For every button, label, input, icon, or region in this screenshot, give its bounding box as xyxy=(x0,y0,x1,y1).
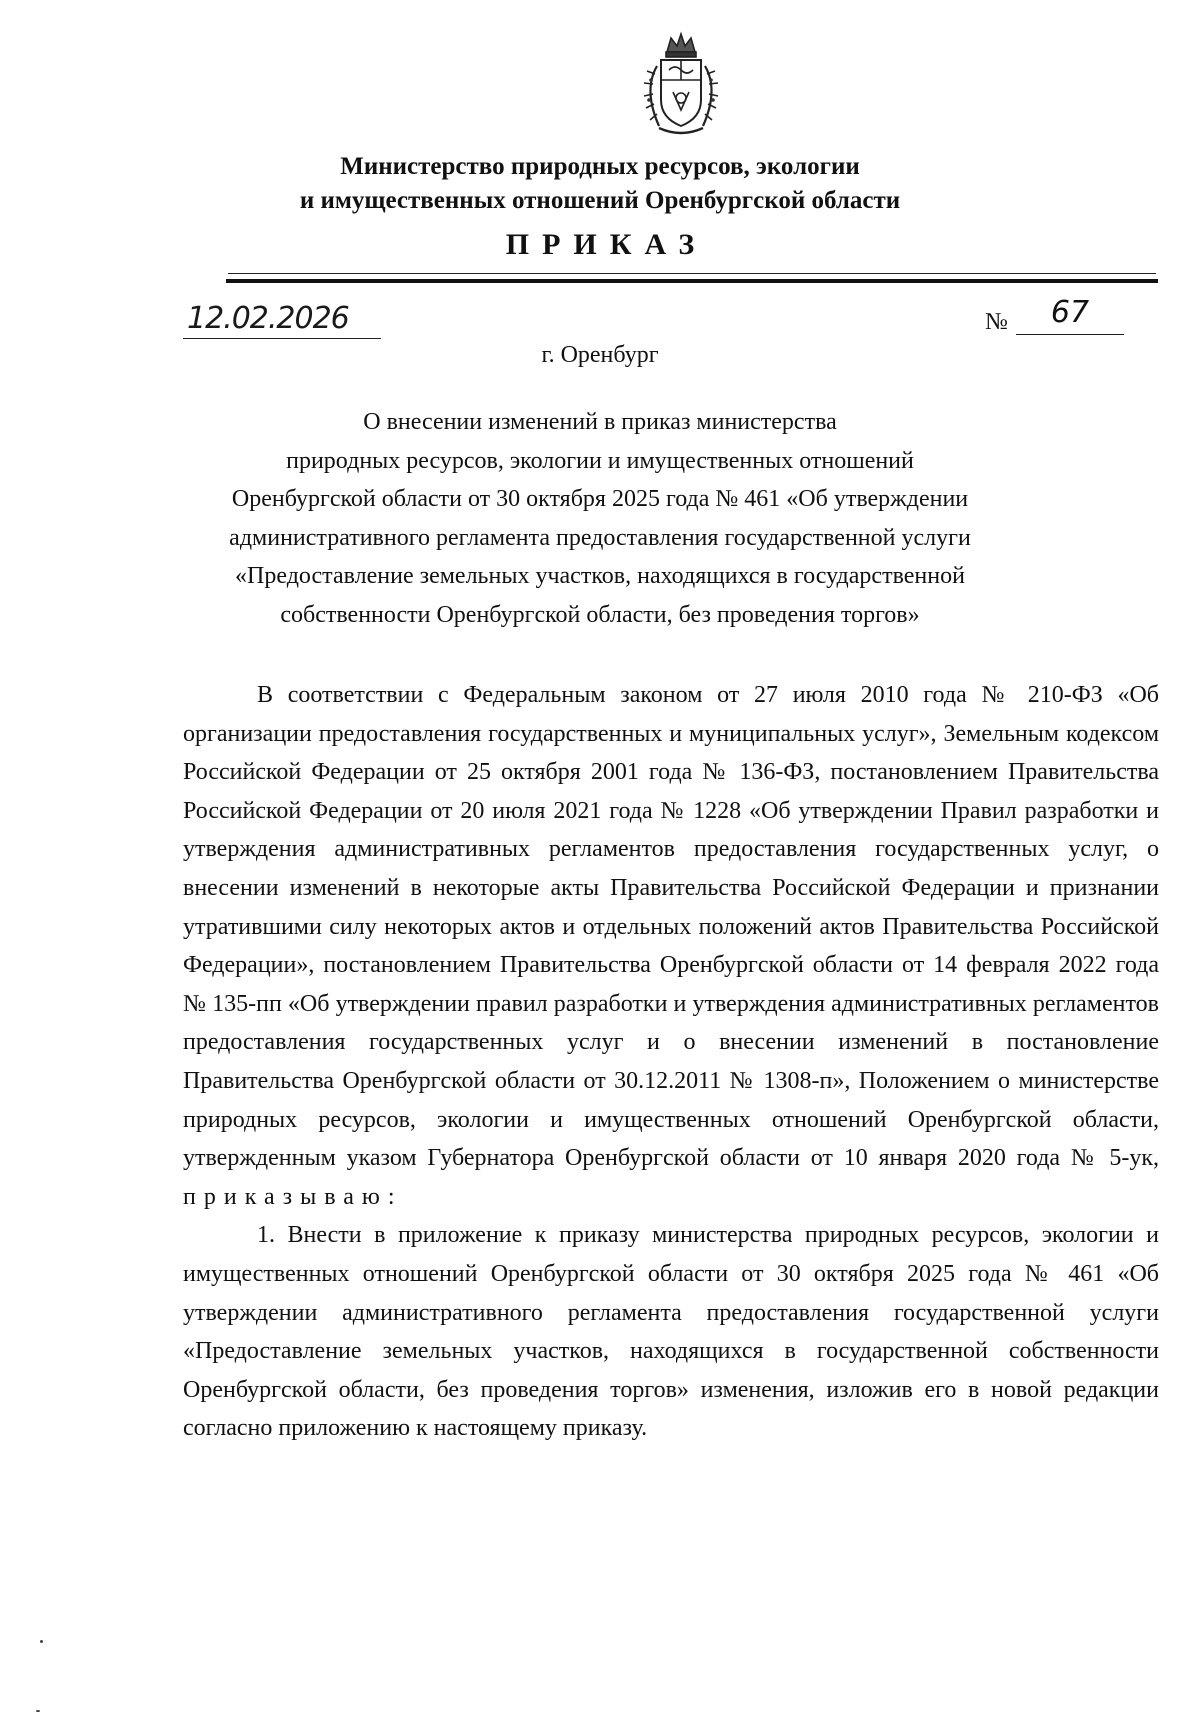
subject-line: Оренбургской области от 30 октября 2025 года № 461 «Об утверждении xyxy=(231,486,969,513)
subject-line: «Предоставление земельных участков, находящихся в государственной xyxy=(235,563,965,590)
city: г. Оренбург xyxy=(541,342,659,368)
order-number-label: № xyxy=(985,309,1008,335)
preamble-text: В соответствии с Федеральным законом от 27 июля 2010 года № 210-ФЗ «Об организации предоставления государственных и муниципальных услуг», Земельным кодексом Российской Федерации от 25 октября 2001 года № 136-ФЗ, постановлением Правительства Российской Федерации от 20 июля 2021 года № 1228 «Об утверждении Правил разработки и утверждения административных регламентов предоставления государственных услуг, о внесении изменений в некоторые акты Правительства Российской Федерации и признании утратившими силу некоторых актов и отдельных положений актов Правительства Российской Федерации», постановлением Правительства Оренбургской области от 14 февраля 2022 года № 135-пп «Об утверждении правил разработки и утверждения административных регламентов предоставления государственных услуг и о внесении изменений в постановление Правительства Оренбургской области от 30.12.2011 № 1308-п», Положением о министерстве природных ресурсов, экологии и имущественных отношений Оренбургской области, утвержденным указом Губернатора Оренбургской области от 10 января 2020 года № 5-ук, xyxy=(183,682,1159,1172)
ministry-line-2: и имущественных отношений Оренбургской области xyxy=(299,187,901,214)
document-type: ПРИКАЗ xyxy=(505,228,708,261)
order-word: приказываю: xyxy=(183,1183,403,1210)
order-subject xyxy=(0,403,1200,635)
scan-artifact xyxy=(40,1640,43,1643)
subject-line: природных ресурсов, экологии и имущественных отношений xyxy=(286,447,914,474)
subject-line: административного регламента предоставления государственной услуги xyxy=(229,524,971,551)
order-number: 67 xyxy=(1016,292,1124,335)
preamble-paragraph xyxy=(183,676,1159,1216)
ministry-line-1: Министерство природных ресурсов, экологии xyxy=(340,153,860,180)
subject-line: собственности Оренбургской области, без проведения торгов» xyxy=(280,601,920,628)
ministry-name xyxy=(0,150,1200,218)
order-body xyxy=(183,676,1159,1448)
scan-artifact xyxy=(36,1710,40,1712)
header-rule-thick xyxy=(226,279,1158,283)
order-date: 12.02.2026 xyxy=(183,300,381,339)
subject-line: О внесении изменений в приказ министерства xyxy=(363,409,837,435)
header-rule-thin xyxy=(228,273,1156,274)
orenburg-coat-of-arms-icon xyxy=(633,30,729,142)
item-1-paragraph: 1. Внести в приложение к приказу министерства природных ресурсов, экологии и имущественных отношений Оренбургской области от 30 октября 2025 года № 461 «Об утверждении административного регламента предоставления государственной услуги «Предоставление земельных участков, находящихся в государственной собственности Оренбургской области, без проведения торгов» изменения, изложив его в новой редакции согласно приложению к настоящему приказу. xyxy=(183,1222,1159,1442)
